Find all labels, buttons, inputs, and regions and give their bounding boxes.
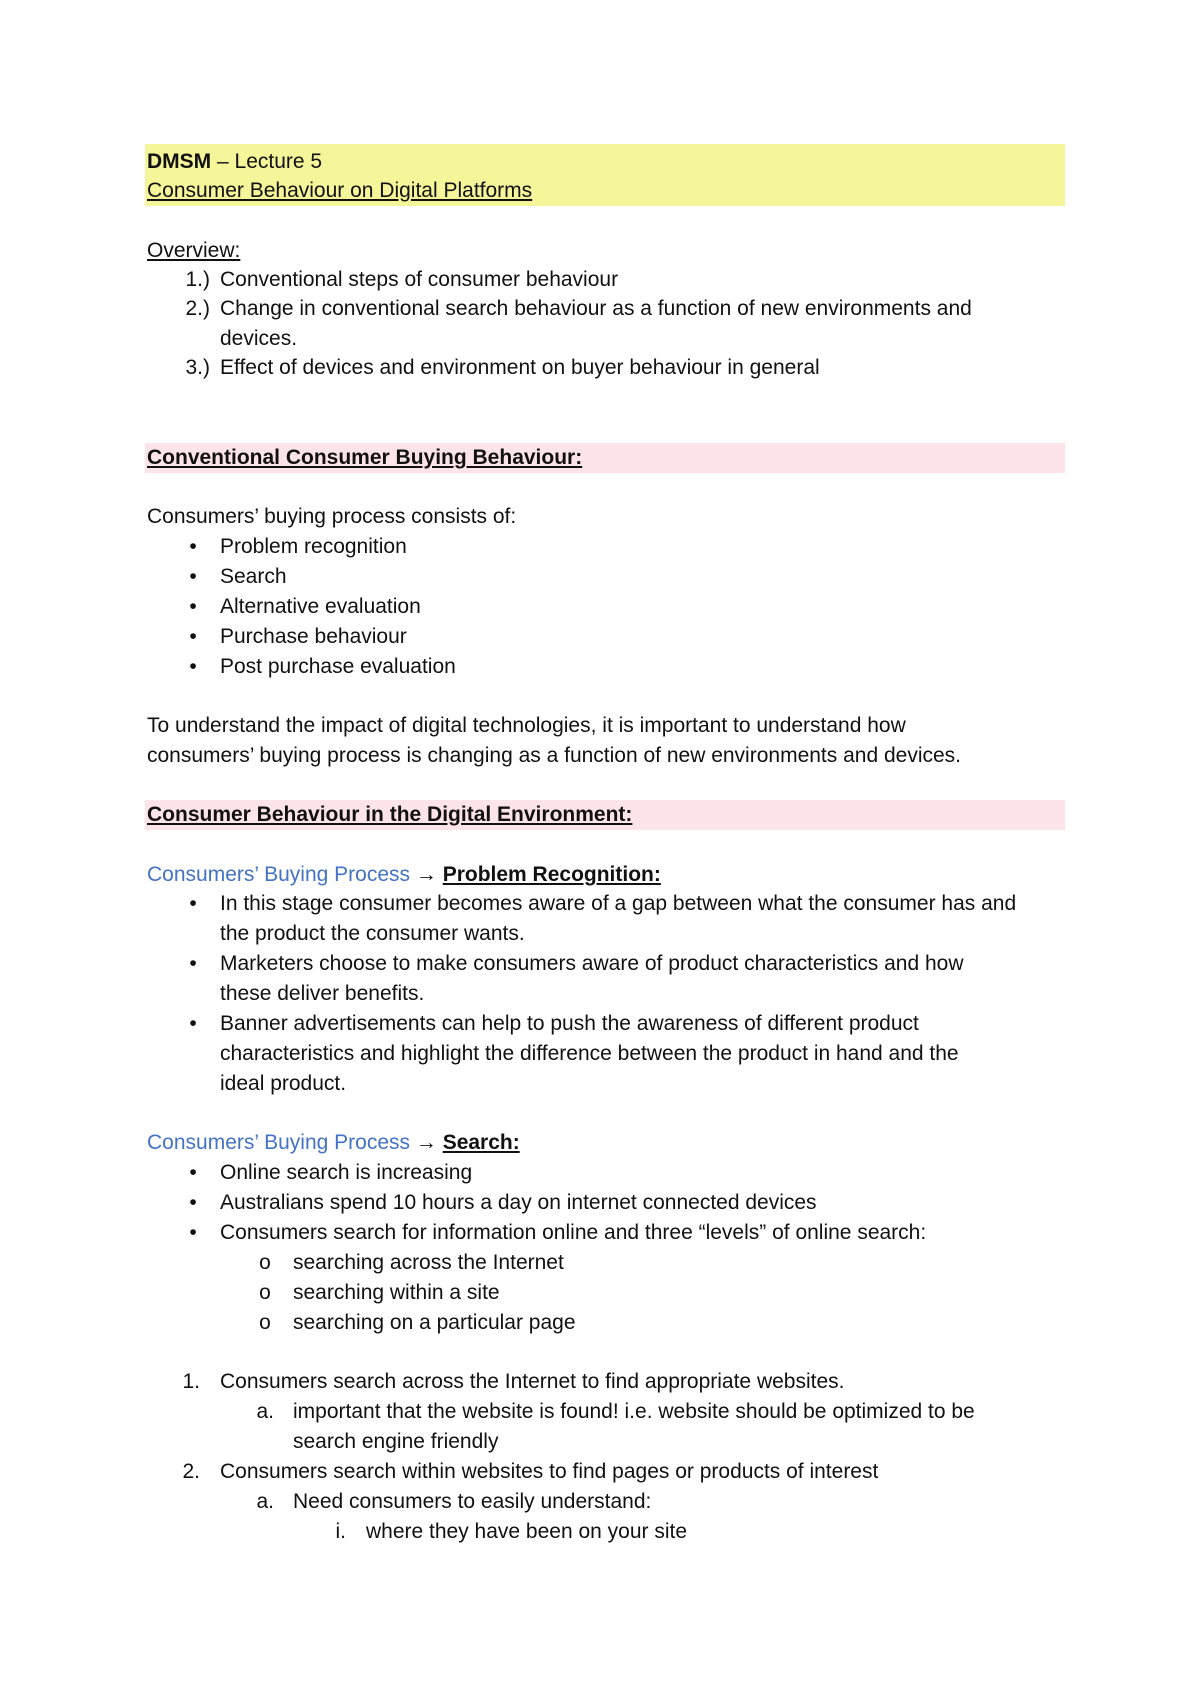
lecture-subtitle: Consumer Behaviour on Digital Platforms: [147, 179, 533, 202]
sub-list-item: searching across the Internet: [293, 1251, 564, 1274]
overview-item: Effect of devices and environment on buyer behaviour in general: [220, 356, 820, 379]
section1-intro: Consumers’ buying process consists of:: [147, 505, 517, 528]
bullet-dot: •: [189, 1221, 197, 1244]
bullet-dot: •: [189, 1161, 197, 1184]
arrow-icon: →: [415, 863, 437, 886]
course-code: DMSM: [147, 150, 212, 173]
section1-heading: Conventional Consumer Buying Behaviour:: [147, 446, 583, 469]
list-item: Marketers choose to make consumers aware of product characteristics and how: [220, 952, 964, 975]
stage-title: Search:: [442, 1131, 520, 1154]
numbered-item: Consumers search within websites to find pages or products of interest: [220, 1460, 879, 1483]
numbered-item: important that the website is found! i.e. website should be optimized to be: [293, 1400, 975, 1423]
list-item: Post purchase evaluation: [220, 655, 456, 678]
overview-item-cont: devices.: [220, 327, 298, 350]
numbered-item-cont: search engine friendly: [293, 1430, 499, 1453]
list-item-cont: these deliver benefits.: [220, 982, 425, 1005]
sub-list-item: searching on a particular page: [293, 1311, 576, 1334]
bullet-dot: •: [189, 595, 197, 618]
section1-paragraph: To understand the impact of digital technologies, it is important to understand how: [147, 714, 906, 737]
bullet-dot: •: [189, 535, 197, 558]
numbered-item: Need consumers to easily understand:: [293, 1490, 652, 1513]
list-item: Consumers search for information online and three “levels” of online search:: [220, 1221, 927, 1244]
search-subheading: [147, 1128, 520, 1158]
bullet-dot: •: [189, 892, 197, 915]
numbered-item: where they have been on your site: [366, 1520, 688, 1543]
section2-heading: Consumer Behaviour in the Digital Environment:: [147, 803, 633, 826]
list-item: Australians spend 10 hours a day on internet connected devices: [220, 1191, 817, 1214]
list-item: Purchase behaviour: [220, 625, 407, 648]
sub-list-item: searching within a site: [293, 1281, 500, 1304]
sub-bullet-circle: o: [259, 1311, 271, 1334]
process-label: Consumers’ Buying Process: [147, 863, 410, 886]
list-item: In this stage consumer becomes aware of a gap between what the consumer has and: [220, 892, 1017, 915]
numbered-marker: 1.: [182, 1370, 200, 1393]
numbered-marker: 2.: [182, 1460, 200, 1483]
sub-bullet-circle: o: [259, 1251, 271, 1274]
bullet-dot: •: [189, 1012, 197, 1035]
list-item: Online search is increasing: [220, 1161, 473, 1184]
bullet-dot: •: [189, 655, 197, 678]
list-item: Problem recognition: [220, 535, 407, 558]
numbered-marker: a.: [256, 1490, 274, 1513]
numbered-marker: i.: [335, 1520, 346, 1543]
lecture-title: [147, 147, 322, 177]
list-item: Banner advertisements can help to push the awareness of different product: [220, 1012, 919, 1035]
overview-num: 2.): [185, 297, 210, 320]
overview-num: 1.): [185, 268, 210, 291]
numbered-item: Consumers search across the Internet to find appropriate websites.: [220, 1370, 845, 1393]
overview-item: Conventional steps of consumer behaviour: [220, 268, 619, 291]
numbered-marker: a.: [256, 1400, 274, 1423]
problem-subheading: [147, 860, 661, 890]
bullet-dot: •: [189, 625, 197, 648]
sub-bullet-circle: o: [259, 1281, 271, 1304]
bullet-dot: •: [189, 952, 197, 975]
stage-title: Problem Recognition:: [442, 863, 661, 886]
list-item-cont: the product the consumer wants.: [220, 922, 525, 945]
overview-heading: Overview:: [147, 239, 241, 262]
bullet-dot: •: [189, 1191, 197, 1214]
list-item: Search: [220, 565, 287, 588]
section1-paragraph: consumers’ buying process is changing as a function of new environments and devices.: [147, 744, 962, 767]
lecture-number: – Lecture 5: [211, 150, 323, 173]
arrow-icon: →: [415, 1131, 437, 1154]
overview-item: Change in conventional search behaviour as a function of new environments and: [220, 297, 972, 320]
bullet-dot: •: [189, 565, 197, 588]
list-item: Alternative evaluation: [220, 595, 421, 618]
list-item-cont: characteristics and highlight the difference between the product in hand and the: [220, 1042, 959, 1065]
overview-num: 3.): [185, 356, 210, 379]
list-item-cont: ideal product.: [220, 1072, 347, 1095]
process-label: Consumers’ Buying Process: [147, 1131, 410, 1154]
